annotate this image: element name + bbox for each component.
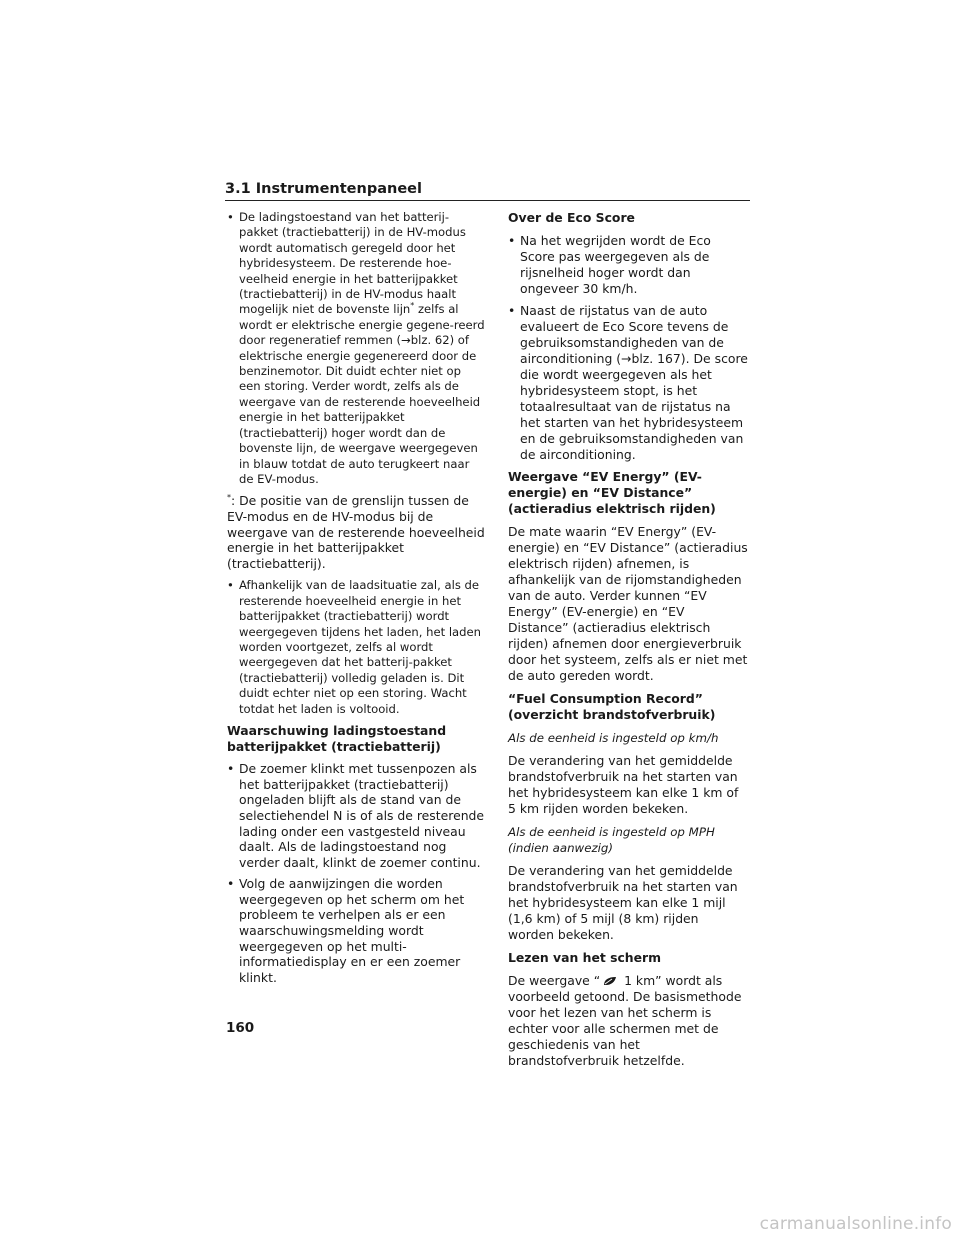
bullet-hv-mode <box>227 210 485 487</box>
heading-reading-screen: Lezen van het scherm <box>508 950 662 965</box>
heading-eco-score: Over de Eco Score <box>508 210 635 225</box>
paragraph-ev-energy: De mate waarin “EV Energy” (EV-energie) en “EV Distance” (actieradius elektrisch rijden) afnemen, is afhankelijk van de rijomstandigheden van de auto. Verder kunnen “EV Energy” (EV-energie) en “EV Distance” (actieradius elektrisch rijden) afnemen door energieverbruik door het systeem, zelfs als er niet met de auto gereden wordt. <box>508 524 748 683</box>
subheading-mph: Als de eenheid is ingesteld op MPH (indien aanwezig) <box>508 825 715 855</box>
eco-leaf-icon <box>603 976 617 986</box>
subheading-kmh: Als de eenheid is ingesteld op km/h <box>508 731 719 745</box>
bullet-instructions <box>227 876 485 985</box>
heading-warning: Waarschuwing ladingstoestand batterijpakket (tractiebatterij) <box>227 722 447 754</box>
footnote-text: : De positie van de grenslijn tussen de EV-modus en de HV-modus bij de weergave van de resterende hoeveelheid energie in het batterijpakket (tractiebatterij). <box>227 493 485 571</box>
bullet-text: De zoemer klinkt met tussenpozen als het batterijpakket (tractiebatterij) ongeladen blijft als de stand van de selectiehendel N is of als de resterende lading onder een vastgesteld niveau daalt. Als de ladingstoestand nog verder daalt, klinkt de zoemer continu. <box>239 761 485 870</box>
paragraph-kmh: De verandering van het gemiddelde brandstofverbruik na het starten van het hybridesysteem kan elke 1 km of 5 km rijden worden bekeken. <box>508 753 739 816</box>
paragraph-reading-screen <box>508 973 748 1069</box>
page-number: 160 <box>226 1020 255 1036</box>
bullet-text: De ladingstoestand van het batterij-pakket (tractiebatterij) in de HV-modus wordt automatisch geregeld door het hybridesysteem. De resterende hoe-veelheid energie in het batterijpakket (tractiebatterij) in de HV-modus haalt mogelijk niet de bovenste lijn <box>239 210 466 317</box>
bullet-text: Afhankelijk van de laadsituatie zal, als de resterende hoeveelheid energie in het batterijpakket (tractiebatterij) wordt weergegeven tijdens het laden, het laden worden voortgezet, zelfs al wordt weergegeven dat het batterij-pakket (tractiebatterij) volledig geladen is. Dit duidt echter niet op een storing. Wacht totdat het laden is voltooid. <box>239 578 482 716</box>
bullet-eco-speed <box>508 233 748 297</box>
section-header <box>225 178 750 201</box>
paragraph-text-start: De weergave “ <box>508 973 601 988</box>
paragraph-text-end: 1 km” wordt als voorbeeld getoond. De basismethode voor het lezen van het scherm is echter voor alle schermen met de geschiedenis van het brandstofverbruik hetzelfde. <box>508 973 742 1068</box>
bullet-buzzer <box>227 761 485 870</box>
watermark: carmanualsonline.info <box>759 1214 952 1234</box>
right-column <box>508 210 748 1076</box>
left-column <box>227 210 485 991</box>
footnote <box>227 493 485 571</box>
section-title: 3.1 Instrumentenpaneel <box>225 181 422 197</box>
heading-fuel-record: “Fuel Consumption Record” (overzicht brandstofverbruik) <box>508 691 716 722</box>
bullet-charging <box>227 578 485 717</box>
footnote-mark: * <box>227 493 231 503</box>
heading-ev-energy: Weergave “EV Energy” (EV-energie) en “EV Distance” (actieradius elektrisch rijden) <box>508 469 716 516</box>
paragraph-mph: De verandering van het gemiddelde brandstofverbruik na het starten van het hybridesysteem kan elke 1 mijl (1,6 km) of 5 mijl (8 km) rijden worden bekeken. <box>508 863 738 942</box>
bullet-text: Naast de rijstatus van de auto evalueert de Eco Score tevens de gebruiksomstandigheden van de airconditioning (→blz. 167). De score die wordt weergegeven als het hybridesysteem stopt, is het totaalresultaat van de rijstatus na het starten van het hybridesysteem en de gebruiksomstandigheden van de airconditioning. <box>520 303 748 462</box>
bullet-text: Na het wegrijden wordt de Eco Score pas weergegeven als de rijsnelheid hoger wordt dan ongeveer 30 km/h. <box>520 233 711 296</box>
footnote-marker: * <box>410 301 415 311</box>
bullet-text-tail: zelfs al wordt er elektrische energie gegene-reerd door regeneratief remmen (→blz. 62) of elektrische energie gegenereerd door de benzinemotor. Dit duidt echter niet op een storing. Verder wordt, zelfs als de weergave van de resterende hoeveelheid energie in het batterijpakket (tractiebatterij) hoger wordt dan de bovenste lijn, de weergave weergegeven in blauw totdat de auto terugkeert naar de EV-modus. <box>239 302 485 486</box>
bullet-text: Volg de aanwijzingen die worden weergegeven op het scherm om het probleem te verhelpen als er een waarschuwingsmelding wordt weergegeven op het multi-informatiedisplay en er een zoemer klinkt. <box>239 876 465 985</box>
bullet-eco-airco <box>508 303 748 463</box>
